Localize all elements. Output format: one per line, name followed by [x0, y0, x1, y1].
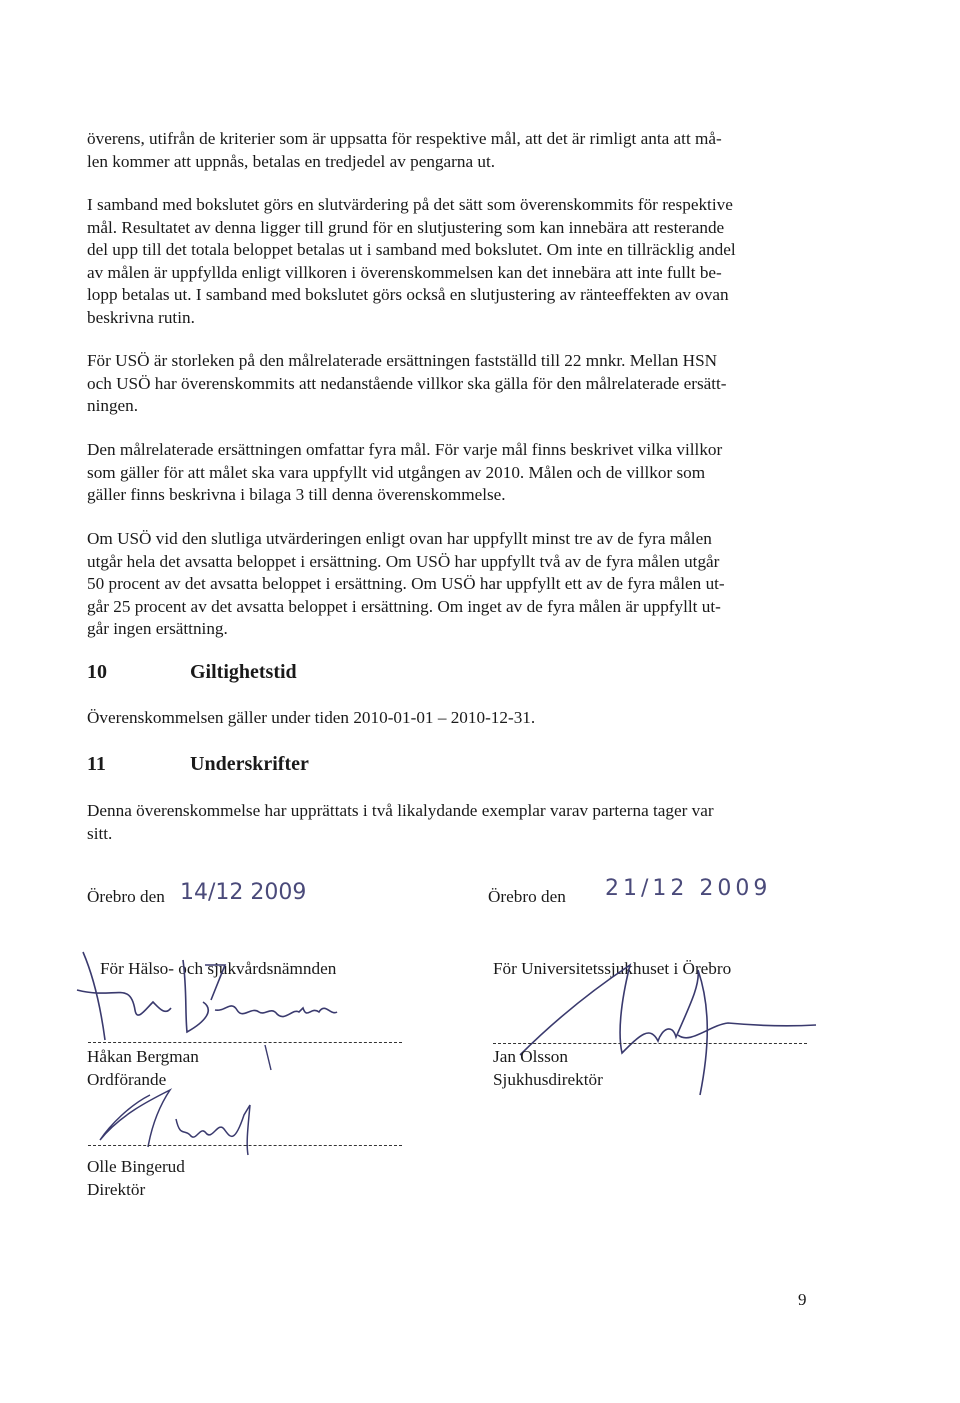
- section-number: 11: [87, 753, 106, 775]
- text-line: ningen.: [87, 396, 139, 416]
- text-line: lopp betalas ut. I samband med bokslutet görs också en slutjustering av ränteeffekten av ovan: [87, 285, 729, 305]
- text-line: del upp till det totala beloppet betalas ut i samband med bokslutet. Om inte en tillräcklig andel: [87, 240, 736, 260]
- paragraph-5: [87, 528, 827, 641]
- text-line: len kommer att uppnås, betalas en tredjedel av pengarna ut.: [87, 151, 496, 171]
- signer-title: Ordförande: [87, 1070, 167, 1089]
- left-signature-2: [80, 1085, 280, 1165]
- text-line: sitt.: [87, 823, 113, 843]
- page-number: 9: [798, 1290, 807, 1309]
- signatures-intro: [87, 800, 827, 845]
- signer-title: Direktör: [87, 1180, 146, 1199]
- left-signature-1: [75, 950, 365, 1060]
- paragraph-2: [87, 194, 827, 330]
- right-place-label: Örebro den: [488, 887, 566, 906]
- text-line: överens, utifrån de kriterier som är uppsatta för respektive mål, att det är rimligt anta att må-: [87, 129, 722, 148]
- paragraph-3: [87, 350, 827, 418]
- left-handwritten-date: 14/12 2009: [180, 880, 307, 905]
- right-org-label: För Universitetssjukhuset i Örebro: [493, 959, 732, 978]
- text-line: gäller finns beskrivna i bilaga 3 till denna överenskommelse.: [87, 485, 506, 505]
- signer-name: Håkan Bergman: [87, 1047, 199, 1066]
- section-number: 10: [87, 661, 107, 683]
- text-line: I samband med bokslutet görs en slutvärdering på det sätt som överenskommits för respektive: [87, 195, 733, 214]
- text-line: går 25 procent av det avsatta beloppet i ersättning. Om inget av de fyra målen är uppfyllt ut-: [87, 596, 721, 616]
- text-line: Om USÖ vid den slutliga utvärderingen enligt ovan har uppfyllt minst tre av de fyra målen: [87, 529, 712, 548]
- paragraph-1: [87, 128, 827, 173]
- signer-name: Olle Bingerud: [87, 1157, 185, 1176]
- signature-line: [88, 1042, 402, 1043]
- signature-line: [88, 1145, 402, 1146]
- text-line: beskrivna rutin.: [87, 307, 195, 327]
- text-line: Denna överenskommelse har upprättats i två likalydande exemplar varav parterna tager var: [87, 801, 714, 820]
- signer-title: Sjukhusdirektör: [493, 1070, 603, 1089]
- signature-line: [493, 1043, 807, 1044]
- left-org-label: För Hälso- och sjukvårdsnämnden: [100, 959, 337, 978]
- signer-name: Jan Olsson: [493, 1047, 568, 1066]
- paragraph-4: [87, 439, 827, 507]
- text-line: För USÖ är storleken på den målrelaterade ersättningen fastställd till 22 mnkr. Mellan HSN: [87, 351, 718, 370]
- text-line: som gäller för att målet ska vara uppfyllt vid utgången av 2010. Målen och de villkor som: [87, 462, 706, 482]
- left-place-label: Örebro den: [87, 887, 165, 906]
- text-line: utgår hela det avsatta beloppet i ersättning. Om USÖ har uppfyllt två av de fyra målen utgår: [87, 551, 720, 571]
- text-line: går ingen ersättning.: [87, 619, 228, 639]
- text-line: Den målrelaterade ersättningen omfattar fyra mål. För varje mål finns beskrivet vilka villkor: [87, 440, 723, 459]
- text-line: mål. Resultatet av denna ligger till grund för en slutjustering som kan innebära att resterande: [87, 217, 725, 237]
- section-title: Underskrifter: [190, 753, 309, 775]
- text-line: 50 procent av det avsatta beloppet i ersättning. Om USÖ har uppfyllt ett av de fyra målen ut-: [87, 574, 725, 594]
- text-line: och USÖ har överenskommits att nedanstående villkor ska gälla för den målrelaterade ersätt-: [87, 373, 727, 393]
- validity-text: Överenskommelsen gäller under tiden 2010-01-01 – 2010-12-31.: [87, 708, 536, 727]
- text-line: av målen är uppfyllda enligt villkoren i överenskommelsen kan det innebära att inte fullt be-: [87, 262, 722, 282]
- section-title: Giltighetstid: [190, 661, 297, 683]
- right-handwritten-date: 21/12 2009: [605, 876, 772, 901]
